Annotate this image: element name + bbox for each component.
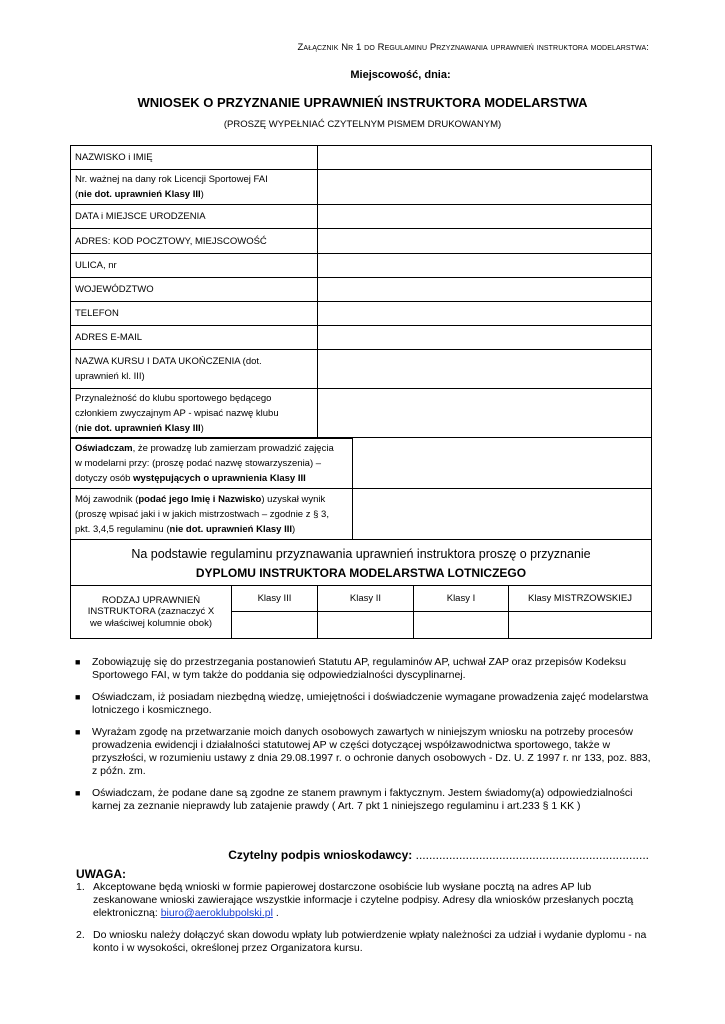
club-field[interactable]: [318, 389, 652, 439]
phone-label: TELEFON: [71, 302, 318, 326]
bullet-icon: ■: [75, 727, 81, 737]
declarations-list: [75, 656, 655, 822]
address-label: ADRES: KOD POCZTOWY, MIEJSCOWOŚĆ: [71, 229, 318, 254]
form-title: WNIOSEK O PRZYZNANIE UPRAWNIEŃ INSTRUKTORA MODELARSTWA: [137, 95, 588, 110]
diploma-title: DYPLOMU INSTRUKTORA MODELARSTWA LOTNICZEGO: [195, 565, 527, 580]
class-iii-checkbox[interactable]: [232, 612, 318, 639]
address-field[interactable]: [318, 229, 652, 254]
list-item: 2. Do wniosku należy dołączyć skan dowodu wpłaty lub potwierdzenie wpłaty należności za udział i wydanie dyplomu - na konto i w wysokości, określonej przez Organizatora kursu.: [76, 929, 647, 954]
class-ii-header: Klasy II: [318, 586, 414, 612]
list-item: 1. Akceptowane będą wnioski w formie papierowej dostarczone osobiście lub wysłane pocztą na adres AP lub zeskanowane wnioski zawierające wszystkie informacje i czytelne podpisy. Adresy dla wniosków przesłanych pocztą elektroniczną: biuro@aeroklubpolski.pl .: [76, 881, 634, 919]
street-field[interactable]: [318, 254, 652, 278]
birth-field[interactable]: [318, 205, 652, 229]
class-i-header: Klasy I: [414, 586, 509, 612]
bullet-icon: ■: [75, 692, 81, 702]
licence-field[interactable]: [318, 170, 652, 205]
list-item: ■ Wyrażam zgodę na przetwarzanie moich danych osobowych zawartych w niniejszym wniosku na potrzeby procesów prowadzenia ewidencji i działalności statutowej AP w części dotyczącej współzawodnictwa sportowego, także w przyszłości, w rozumieniu ustawy z dnia 29.08.1997 r. o ochronie danych osobowych - Dz. U. Z 1997 r. nr 133, poz. 883, z późn. zm.: [75, 726, 651, 777]
bullet-icon: ■: [75, 657, 81, 667]
course-label: NAZWA KURSU I DATA UKOŃCZENIA (dot. uprawnień kl. III): [71, 350, 318, 389]
club-label: Przynależność do klubu sportowego będącego członkiem zwyczajnym AP - wpisać nazwę klubu (nie dot. uprawnień Klasy III): [71, 389, 318, 439]
email-label: ADRES E-MAIL: [71, 326, 318, 350]
class-ii-checkbox[interactable]: [318, 612, 414, 639]
athlete-field[interactable]: [353, 489, 652, 540]
list-item: ■ Oświadczam, iż posiadam niezbędną wiedzę, umiejętności i doświadczenie wymagane prowadzenia zajęć modelarstwa lotniczego i kosmicznego.: [75, 691, 649, 716]
class-master-checkbox[interactable]: [509, 612, 652, 639]
notes-heading: UWAGA:: [76, 867, 126, 881]
name-label: NAZWISKO i IMIĘ: [71, 146, 318, 170]
voivodeship-label: WOJEWÓDZTWO: [71, 278, 318, 302]
signature-field[interactable]: ......................................................................: [415, 848, 649, 862]
form-subtitle: (PROSZĘ WYPEŁNIAĆ CZYTELNYM PISMEM DRUKOWANYM): [223, 119, 502, 130]
course-field[interactable]: [318, 350, 652, 389]
street-label: ULICA, nr: [71, 254, 318, 278]
voivodeship-field[interactable]: [318, 278, 652, 302]
signature-line: [228, 848, 649, 862]
diploma-request-text: Na podstawie regulaminu przyznawania uprawnień instruktora proszę o przyznanie: [131, 546, 591, 561]
class-i-checkbox[interactable]: [414, 612, 509, 639]
email-link[interactable]: biuro@aeroklubpolski.pl: [160, 907, 273, 919]
diploma-request-header: [71, 540, 652, 586]
statements-table: [70, 437, 652, 540]
class-master-header: Klasy MISTRZOWSKIEJ: [509, 586, 652, 612]
kind-label: RODZAJ UPRAWNIEŃ INSTRUKTORA (zaznaczyć X we właściwej kolumnie obok): [71, 586, 232, 639]
place-date-label: Miejscowość, dnia:: [350, 69, 451, 81]
diploma-table: [70, 539, 652, 639]
birth-label: DATA i MIEJSCE URODZENIA: [71, 205, 318, 229]
workshop-field[interactable]: [353, 438, 652, 489]
signature-label: Czytelny podpis wnioskodawcy:: [228, 848, 413, 862]
annex-reference: Załącznik Nr 1 do Regulaminu Przyznawania uprawnień instruktora modelarstwa:: [297, 42, 649, 53]
class-iii-header: Klasy III: [232, 586, 318, 612]
email-field[interactable]: [318, 326, 652, 350]
phone-field[interactable]: [318, 302, 652, 326]
personal-data-table: [70, 145, 652, 439]
list-item: ■ Oświadczam, że podane dane są zgodne ze stanem prawnym i faktycznym. Jestem świadomy(a) odpowiedzialności karnej za zeznanie nieprawdy lub zatajenie prawdy ( Art. 7 pkt 1 niniejszego regulaminu i art.233 § 1 KK ): [75, 787, 633, 812]
athlete-statement-label: Mój zawodnik (podać jego Imię i Nazwisko) uzyskał wynik (proszę wpisać jaki i w jakich mistrzostwach – zgodnie z § 3, pkt. 3,4,5 regulaminu (nie dot. uprawnień Klasy III): [71, 489, 353, 540]
workshop-statement-label: Oświadczam, że prowadzę lub zamierzam prowadzić zajęcia w modelarni przy: (proszę podać nazwę stowarzyszenia) – dotyczy osób występujących o uprawnienia Klasy III: [71, 438, 353, 489]
name-field[interactable]: [318, 146, 652, 170]
list-item: ■ Zobowiązuję się do przestrzegania postanowień Statutu AP, regulaminów AP, uchwał ZAP oraz przepisów Kodeksu Sportowego FAI, w tym także do poddania się odpowiedzialności dyscyplinarnej.: [75, 656, 627, 681]
bullet-icon: ■: [75, 788, 81, 798]
licence-label: Nr. ważnej na dany rok Licencji Sportowej FAI (nie dot. uprawnień Klasy III): [71, 170, 318, 205]
notes-list: [76, 881, 656, 964]
